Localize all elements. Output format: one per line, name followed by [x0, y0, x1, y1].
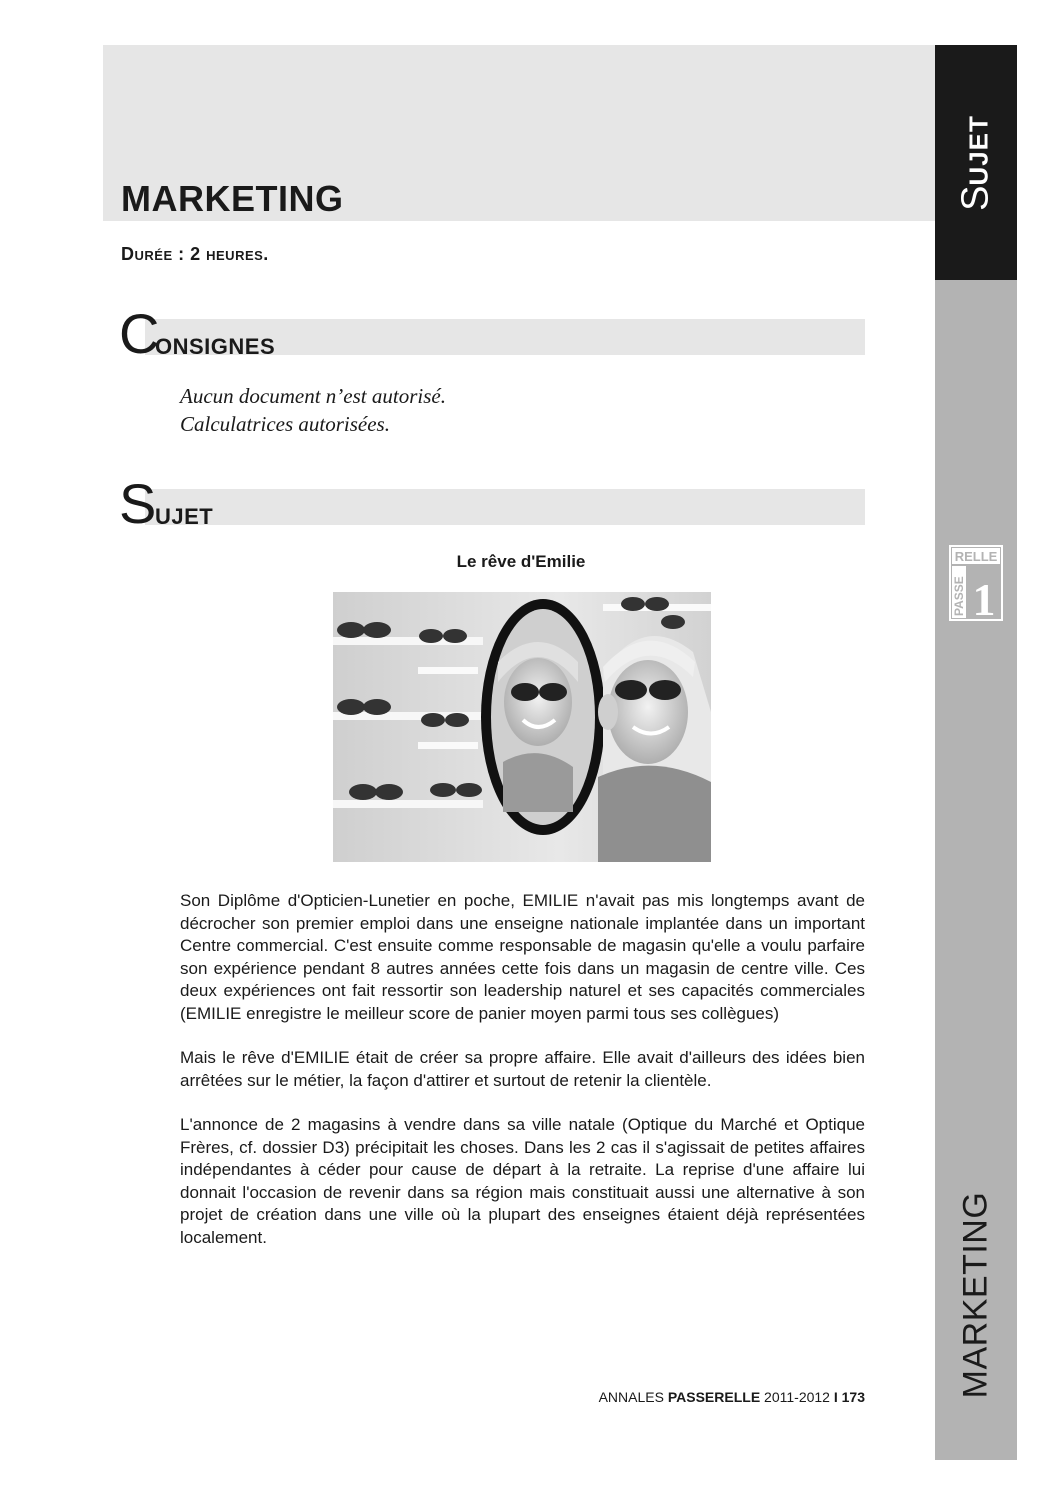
paragraph: Mais le rêve d'EMILIE était de créer sa propre affaire. Elle avait d'ailleurs des idées bien arrêtées sur le métier, la façon d'attirer et surtout de retenir la clientèle.: [180, 1048, 865, 1090]
sujet-band: [145, 489, 865, 525]
consigne-line: Calculatrices autorisées.: [180, 412, 390, 436]
footer-year: 2011-2012: [760, 1389, 834, 1405]
sidebar-sujet-tab: [935, 45, 1017, 280]
logo-side-text: PASSE: [952, 576, 966, 616]
page-footer: [520, 1389, 865, 1405]
page-title: MARKETING: [121, 178, 344, 219]
photo-woman-sunglasses-mirror: [333, 592, 711, 862]
subject-title: Le rêve d'Emilie: [456, 552, 586, 571]
sidebar-marketing-label: [935, 1180, 1017, 1410]
exam-duration: Durée : 2 heures.: [121, 244, 269, 264]
footer-brand: PASSERELLE: [667, 1389, 761, 1405]
sujet-initial: S: [119, 472, 157, 535]
consignes-initial: C: [119, 302, 160, 365]
paragraph: Son Diplôme d'Opticien-Lunetier en poche, EMILIE n'avait pas mis longtemps avant de décrocher son premier emploi dans une enseigne nationale implantée dans un important Centre commercial. C'est ensuite comme responsable de magasin qu'elle a voulu parfaire son expérience pendant 8 autres années cette fois dans un magasin de centre ville. Ces deux expériences ont fait ressortir son leadership naturel et ses capacités commerciales (EMILIE enregistre le meilleur score de panier moyen parmi tous ses collègues): [180, 891, 865, 1023]
sidebar-marketing-text: MARKETING: [956, 1191, 995, 1399]
sujet-rest: UJET: [155, 504, 214, 529]
consignes-rest: ONSIGNES: [155, 334, 276, 359]
consigne-line: Aucun document n’est autorisé.: [180, 384, 446, 408]
footer-prefix: ANNALES: [598, 1389, 668, 1405]
consignes-text: [180, 382, 446, 438]
footer-separator: I: [833, 1389, 838, 1405]
body-text: [180, 890, 865, 1271]
sidebar-sujet-rest: UJET: [963, 114, 994, 186]
passerelle-logo: [949, 545, 1003, 621]
logo-number: 1: [972, 574, 996, 621]
paragraph: L'annonce de 2 magasins à vendre dans sa ville natale (Optique du Marché et Optique Frères, cf. dossier D3) précipitait les choses. Dans les 2 cas il s'agissait de petites affaires indépendantes à céder pour cause de départ à la retraite. La reprise d'une affaire lui donnait l'occasion de revenir dans sa région mais constituait aussi une alternative à son projet de création dans une ville où la plupart des enseignes étaient déjà représentées localement.: [180, 1115, 865, 1247]
page-number: 173: [841, 1389, 865, 1405]
logo-top-text: RELLE: [954, 549, 998, 564]
sidebar-sujet-initial: S: [954, 185, 997, 211]
